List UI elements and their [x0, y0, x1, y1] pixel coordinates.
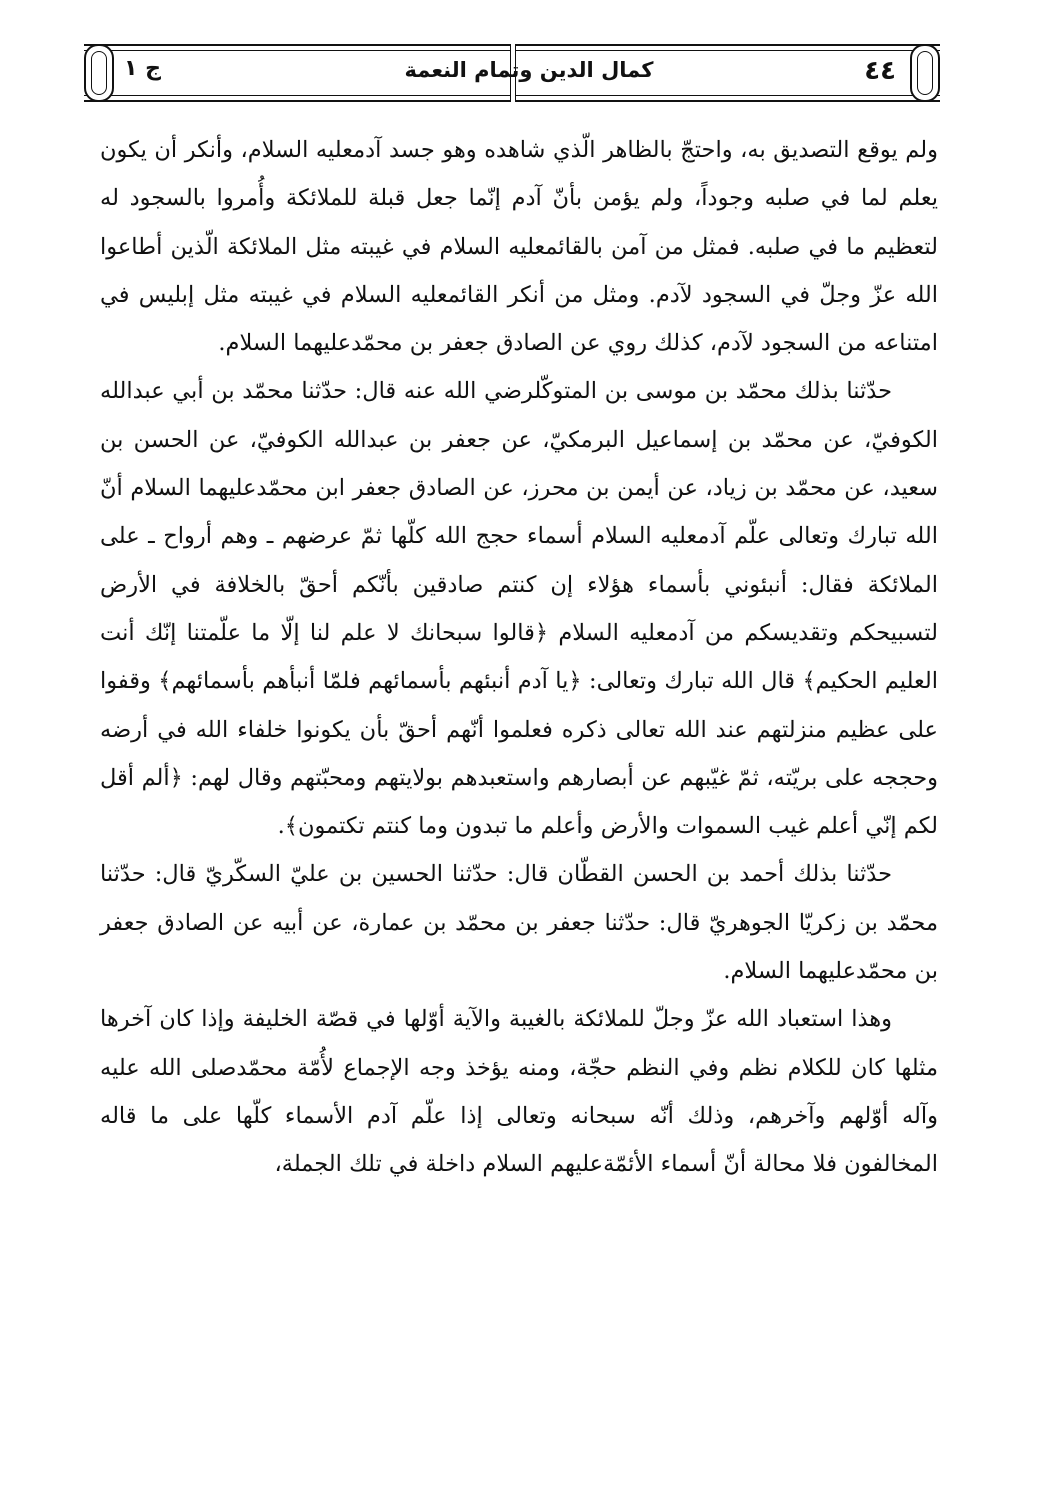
- paragraph: ولم يوقع التصديق به، واحتجّ بالظاهر الّذي شاهده وهو جسد آدمعليه السلام، وأنكر أن يكون يعلم لما في صلبه وجوداً، ولم يؤمن بأنّ آدم إنّما جعل قبلة للملائكة وأُمروا بالسجود له لتعظيم ما في صلبه. فمثل من آمن بالقائمعليه السلام في غيبته مثل الملائكة الّذين أطاعوا الله عزّ وجلّ في السجود لآدم. ومثل من أنكر القائمعليه السلام في غيبته مثل إبليس في امتناعه من السجود لآدم، كذلك روي عن الصادق جعفر بن محمّدعليهما السلام.: [100, 137, 938, 357]
- paragraph: وهذا استعباد الله عزّ وجلّ للملائكة بالغيبة والآية أوّلها في قصّة الخليفة وإذا كان آخرها مثلها كان للكلام نظم وفي النظم حجّة، ومنه يؤخذ وجه الإجماع لأُمّة محمّدصلى الله عليه وآله أوّلهم وآخرهم، وذلك أنّه سبحانه وتعالى إذا علّم آدم الأسماء كلّها على ما قاله المخالفون فلا محالة أنّ أسماء الأئمّةعليهم السلام داخلة في تلك الجملة،: [100, 1006, 938, 1178]
- page-number: ٤٤: [864, 56, 896, 86]
- paragraph: حدّثنا بذلك أحمد بن الحسن القطّان قال: حدّثنا الحسين بن عليّ السكّريّ قال: حدّثنا محمّد بن زكريّا الجوهريّ قال: حدّثنا جعفر بن محمّد بن عمارة، عن أبيه عن الصادق جعفر بن محمّدعليهما السلام.: [100, 861, 938, 985]
- running-header: [84, 44, 940, 102]
- volume-label: ج ١: [124, 56, 161, 81]
- paragraph: حدّثنا بذلك محمّد بن موسى بن المتوكّلرضي الله عنه قال: حدّثنا محمّد بن أبي عبدالله الكوفيّ، عن محمّد بن إسماعيل البرمكيّ، عن جعفر بن عبدالله الكوفيّ، عن الحسن بن سعيد، عن محمّد بن زياد، عن أيمن بن محرز، عن الصادق جعفر ابن محمّدعليهما السلام أنّ الله تبارك وتعالى علّم آدمعليه السلام أسماء حجج الله كلّها ثمّ عرضهم ـ وهم أرواح ـ على الملائكة فقال: أنبئوني بأسماء هؤلاء إن كنتم صادقين بأنّكم أحقّ بالخلافة في الأرض لتسبيحكم وتقديسكم من آدمعليه السلام ﴿قالوا سبحانك لا علم لنا إلّا ما علّمتنا إنّك أنت العليم الحكيم﴾ قال الله تبارك وتعالى: ﴿يا آدم أنبئهم بأسمائهم فلمّا أنبأهم بأسمائهم﴾ وقفوا على عظيم منزلتهم عند الله تعالى ذكره فعلموا أنّهم أحقّ بأن يكونوا خلفاء الله في أرضه وحججه على بريّته، ثمّ غيّبهم عن أبصارهم واستعبدهم بولايتهم ومحبّتهم وقال لهم: ﴿ألم أقل لكم إنّي أعلم غيب السموات والأرض وأعلم ما تبدون وما كنتم تكتمون﴾.: [100, 378, 938, 840]
- header-ornament-left: [84, 44, 114, 102]
- text-body: [100, 126, 938, 1189]
- header-ornament-right: [910, 44, 940, 102]
- running-title: كمال الدين وتمام النعمة: [404, 58, 654, 82]
